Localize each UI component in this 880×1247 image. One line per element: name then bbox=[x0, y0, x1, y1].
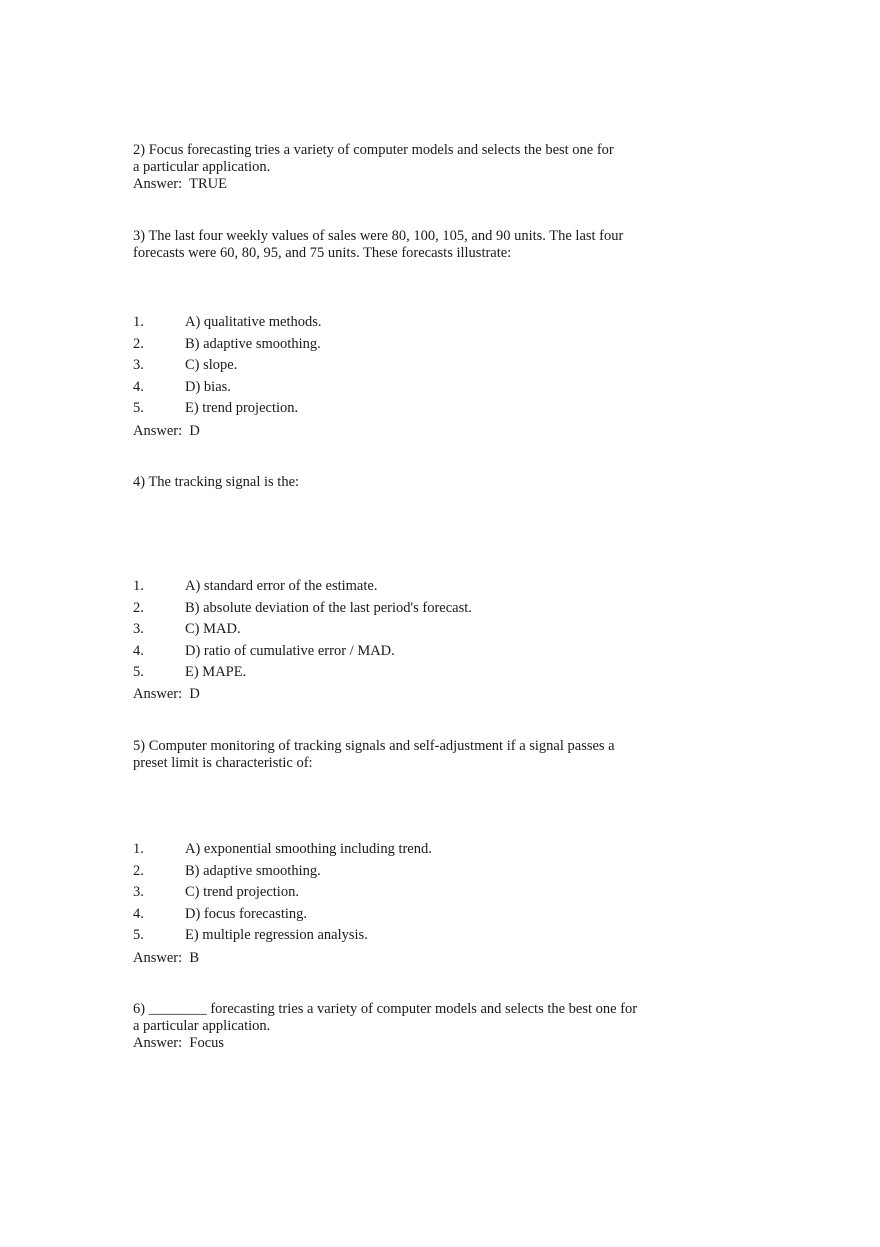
option-text: D) bias. bbox=[185, 378, 231, 395]
option-text: E) trend projection. bbox=[185, 400, 299, 416]
option-text: B) adaptive smoothing. bbox=[185, 335, 321, 352]
option-number: 2. bbox=[133, 862, 144, 879]
option-number: 5. bbox=[133, 664, 144, 680]
option-item bbox=[133, 904, 653, 926]
option-text: B) absolute deviation of the last period's forecast. bbox=[185, 599, 472, 616]
option-text: E) multiple regression analysis. bbox=[185, 927, 368, 943]
option-text: A) standard error of the estimate. bbox=[185, 578, 378, 594]
question-3-answer: Answer: D bbox=[133, 423, 200, 439]
option-text: C) trend projection. bbox=[185, 884, 299, 900]
option-number: 5. bbox=[133, 927, 144, 943]
option-text: E) MAPE. bbox=[185, 664, 247, 680]
option-number: 1. bbox=[133, 314, 144, 330]
question-2-stem-line-1: 2) Focus forecasting tries a variety of computer models and selects the best one for bbox=[133, 142, 614, 158]
question-6-stem-line-2: a particular application. bbox=[133, 1018, 271, 1034]
question-2-stem-line-2: a particular application. bbox=[133, 159, 271, 175]
option-number: 3. bbox=[133, 884, 144, 900]
option-item bbox=[133, 598, 653, 620]
option-number: 4. bbox=[133, 378, 144, 395]
option-text: A) qualitative methods. bbox=[185, 314, 322, 330]
option-item bbox=[133, 398, 653, 420]
question-4-stem bbox=[133, 474, 663, 491]
option-number: 3. bbox=[133, 621, 144, 637]
question-4-answer: Answer: D bbox=[133, 686, 200, 702]
question-4-stem-line-1: 4) The tracking signal is the: bbox=[133, 474, 300, 490]
option-number: 1. bbox=[133, 841, 144, 857]
option-item bbox=[133, 641, 653, 663]
question-6-answer: Answer: Focus bbox=[133, 1035, 225, 1051]
question-5-stem-line-1: 5) Computer monitoring of tracking signals and self-adjustment if a signal passes a bbox=[133, 738, 615, 754]
option-text: D) focus forecasting. bbox=[185, 905, 307, 922]
question-2-stem bbox=[133, 142, 663, 176]
option-item bbox=[133, 619, 653, 641]
option-item bbox=[133, 662, 653, 684]
question-3-stem-line-2: forecasts were 60, 80, 95, and 75 units. These forecasts illustrate: bbox=[133, 245, 512, 261]
option-item bbox=[133, 839, 653, 861]
option-item bbox=[133, 882, 653, 904]
question-6-stem-line-1: 6) ________ forecasting tries a variety of computer models and selects the best one for bbox=[133, 1001, 638, 1017]
option-number: 4. bbox=[133, 642, 144, 659]
option-text: D) ratio of cumulative error / MAD. bbox=[185, 642, 395, 659]
question-5-stem-line-2: preset limit is characteristic of: bbox=[133, 755, 313, 771]
option-item bbox=[133, 925, 653, 947]
option-item bbox=[133, 861, 653, 883]
option-item bbox=[133, 355, 653, 377]
option-number: 2. bbox=[133, 599, 144, 616]
option-item bbox=[133, 377, 653, 399]
question-3-stem bbox=[133, 228, 663, 262]
question-4-options bbox=[133, 576, 653, 684]
option-text: C) MAD. bbox=[185, 621, 241, 637]
question-3-stem-line-1: 3) The last four weekly values of sales were 80, 100, 105, and 90 units. The last four bbox=[133, 228, 624, 244]
option-item bbox=[133, 334, 653, 356]
question-6-stem bbox=[133, 1001, 663, 1035]
question-5-answer: Answer: B bbox=[133, 950, 200, 966]
option-number: 4. bbox=[133, 905, 144, 922]
option-text: C) slope. bbox=[185, 357, 238, 373]
option-number: 1. bbox=[133, 578, 144, 594]
option-number: 5. bbox=[133, 400, 144, 416]
option-item bbox=[133, 576, 653, 598]
option-number: 2. bbox=[133, 335, 144, 352]
option-item bbox=[133, 312, 653, 334]
option-text: B) adaptive smoothing. bbox=[185, 862, 321, 879]
option-text: A) exponential smoothing including trend. bbox=[185, 841, 432, 857]
question-5-options bbox=[133, 839, 653, 947]
question-2-answer: Answer: TRUE bbox=[133, 176, 227, 192]
question-5-stem bbox=[133, 738, 663, 772]
question-3-options bbox=[133, 312, 653, 420]
option-number: 3. bbox=[133, 357, 144, 373]
